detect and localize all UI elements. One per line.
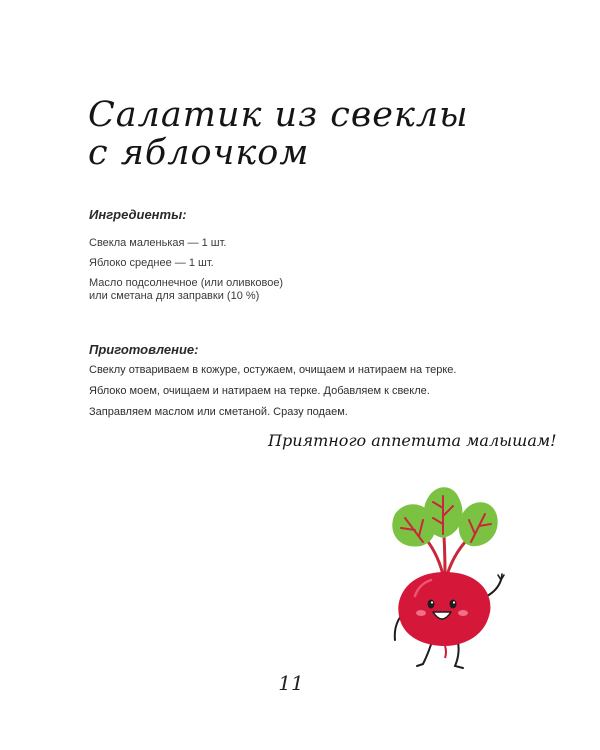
bon-appetit-wish: Приятного аппетита малышам! [268,431,557,450]
preparation-step: Яблоко моем, очищаем и натираем на терке. Добавляем к свекле. [89,385,430,397]
ingredients-list [89,237,283,310]
smiling-beet-icon [375,480,515,680]
ingredient-item: Свекла маленькая — 1 шт. [89,237,227,249]
ingredient-item: Масло подсолнечное (или оливковое) или сметана для заправки (10 %) [89,277,284,302]
recipe-title [88,96,469,172]
recipe-title-line-1: Салатик из свеклы [88,95,469,135]
preparation-steps [89,364,456,427]
ingredient-item: Яблоко среднее — 1 шт. [89,257,214,269]
recipe-title-line-2: с яблочком [88,133,310,173]
preparation-step: Свеклу отвариваем в кожуре, остужаем, очищаем и натираем на терке. [89,364,457,376]
page-number: 11 [278,671,304,695]
preparation-step: Заправляем маслом или сметаной. Сразу подаем. [89,406,348,418]
ingredients-heading: Ингредиенты: [89,207,187,222]
preparation-heading: Приготовление: [89,342,199,357]
beet-root [398,572,490,646]
